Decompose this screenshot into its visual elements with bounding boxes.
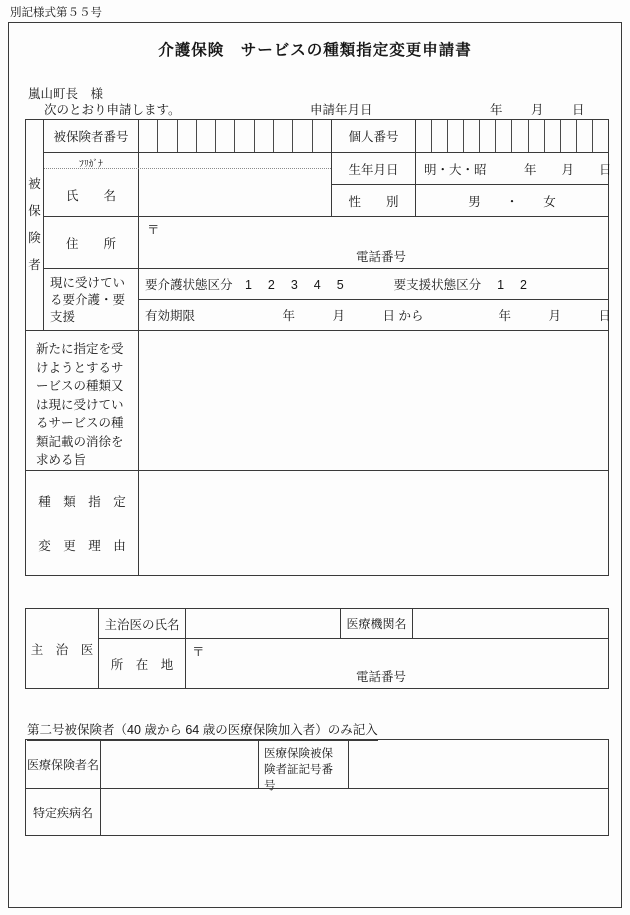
intro-text: 次のとおり申請します。: [44, 103, 181, 117]
insurance-cert-input-area[interactable]: [348, 739, 609, 789]
secondary-section-heading: 第二号被保険者（40 歳から 64 歳の医療保険加入者）のみ記入: [27, 720, 378, 741]
doctor-address-label-cell: [98, 638, 186, 689]
health-insurer-label-cell: [25, 739, 101, 789]
service-request-input-area[interactable]: [138, 330, 609, 471]
health-insurer-label: 医療保険者名: [26, 757, 99, 772]
postal-mark: 〒: [147, 223, 160, 237]
digit-box[interactable]: [255, 120, 274, 152]
address-label: 住 所: [65, 236, 116, 251]
birthdate-label-cell: [331, 152, 416, 185]
doctor-section-cell: [25, 608, 99, 689]
digit-box[interactable]: [139, 120, 158, 152]
current-care-label-cell: [43, 268, 139, 331]
digit-box[interactable]: [448, 120, 464, 152]
digit-box[interactable]: [529, 120, 545, 152]
addressee: 嵐山町長 様: [28, 87, 104, 101]
address-input-area[interactable]: [138, 216, 609, 269]
sex-label: 性 別: [348, 194, 399, 209]
digit-box[interactable]: [293, 120, 312, 152]
medical-org-input-area[interactable]: [412, 608, 609, 639]
digit-box[interactable]: [512, 120, 528, 152]
insurance-cert-label-cell: [258, 739, 349, 792]
digit-box[interactable]: [593, 120, 608, 152]
insured-section-cell: [25, 119, 44, 331]
digit-box[interactable]: [561, 120, 577, 152]
current-care-label: 現に受けている要介護・要支援: [50, 276, 126, 324]
form-code-label: 別記様式第５５号: [10, 4, 112, 23]
furigana-label: ﾌﾘｶﾞﾅ: [79, 159, 103, 170]
change-reason-input-area[interactable]: [138, 470, 609, 576]
personal-number-boxes[interactable]: [415, 119, 609, 153]
personal-number-label: 個人番号: [348, 130, 399, 144]
digit-box[interactable]: [416, 120, 432, 152]
application-date-field[interactable]: 年 月 日: [490, 103, 585, 117]
birthdate-choice-field[interactable]: 明・大・昭 年 月 日: [415, 152, 609, 185]
insured-section-label: 被保険者: [28, 177, 41, 272]
address-label-cell: [43, 216, 139, 269]
personal-number-label-cell: [331, 119, 416, 153]
digit-box[interactable]: [432, 120, 448, 152]
furigana-divider: [44, 168, 331, 169]
service-request-label-cell: [25, 330, 139, 471]
change-reason-label-cell: [25, 470, 139, 576]
name-input-area[interactable]: [138, 152, 332, 217]
specific-disease-label: 特定疾病名: [32, 805, 93, 820]
change-reason-label-line2: 変 更 理 由: [38, 539, 126, 553]
digit-box[interactable]: [577, 120, 593, 152]
name-label: 氏 名: [65, 189, 116, 203]
insurance-cert-label: 医療保険被保険者証記号番号: [264, 748, 333, 792]
digit-box[interactable]: [274, 120, 293, 152]
doctor-name-input-area[interactable]: [185, 608, 341, 639]
doctor-address-label: 所 在 地: [110, 657, 174, 672]
health-insurer-input-area[interactable]: [100, 739, 259, 789]
doctor-phone-label: 電話番号: [356, 670, 407, 684]
sex-choice-field[interactable]: 男 ・ 女: [415, 184, 609, 217]
digit-box[interactable]: [480, 120, 496, 152]
digit-box[interactable]: [545, 120, 561, 152]
specific-disease-label-cell: [25, 788, 101, 836]
sex-label-cell: [331, 184, 416, 217]
digit-box[interactable]: [313, 120, 331, 152]
insured-number-label-cell: [43, 119, 139, 153]
insured-number-boxes[interactable]: [138, 119, 332, 153]
insured-number-label: 被保険者番号: [53, 130, 129, 144]
change-reason-label-line1: 種 類 指 定: [38, 495, 126, 509]
medical-org-label: 医療機関名: [346, 617, 407, 631]
care-level-choice-field[interactable]: 要介護状態区分 1 2 3 4 5 要支援状態区分 1 2: [138, 268, 609, 300]
digit-box[interactable]: [197, 120, 216, 152]
birthdate-label: 生年月日: [348, 162, 399, 177]
digit-box[interactable]: [216, 120, 235, 152]
digit-box[interactable]: [158, 120, 177, 152]
digit-box[interactable]: [496, 120, 512, 152]
digit-box[interactable]: [178, 120, 197, 152]
application-date-label: 申請年月日: [310, 103, 373, 117]
doctor-postal-mark: 〒: [192, 645, 205, 659]
digit-box[interactable]: [235, 120, 254, 152]
phone-label: 電話番号: [356, 250, 407, 264]
doctor-name-label: 主治医の氏名: [104, 617, 180, 632]
doctor-name-label-cell: [98, 608, 186, 639]
specific-disease-input-area[interactable]: [100, 788, 609, 836]
doctor-address-input-area[interactable]: [185, 638, 609, 689]
doctor-section-label: 主 治 医: [30, 642, 94, 657]
page-title: 介護保険 サービスの種類指定変更申請書: [158, 42, 472, 59]
validity-period-field[interactable]: 有効期限 年 月 日 から 年 月 日: [138, 299, 609, 331]
service-request-label: 新たに指定を受けようとするサービスの種類又は現に受けているサービスの種類記載の消徐を求める旨: [36, 342, 124, 467]
medical-org-label-cell: [340, 608, 413, 639]
furigana-name-label-cell: [43, 152, 139, 217]
digit-box[interactable]: [464, 120, 480, 152]
